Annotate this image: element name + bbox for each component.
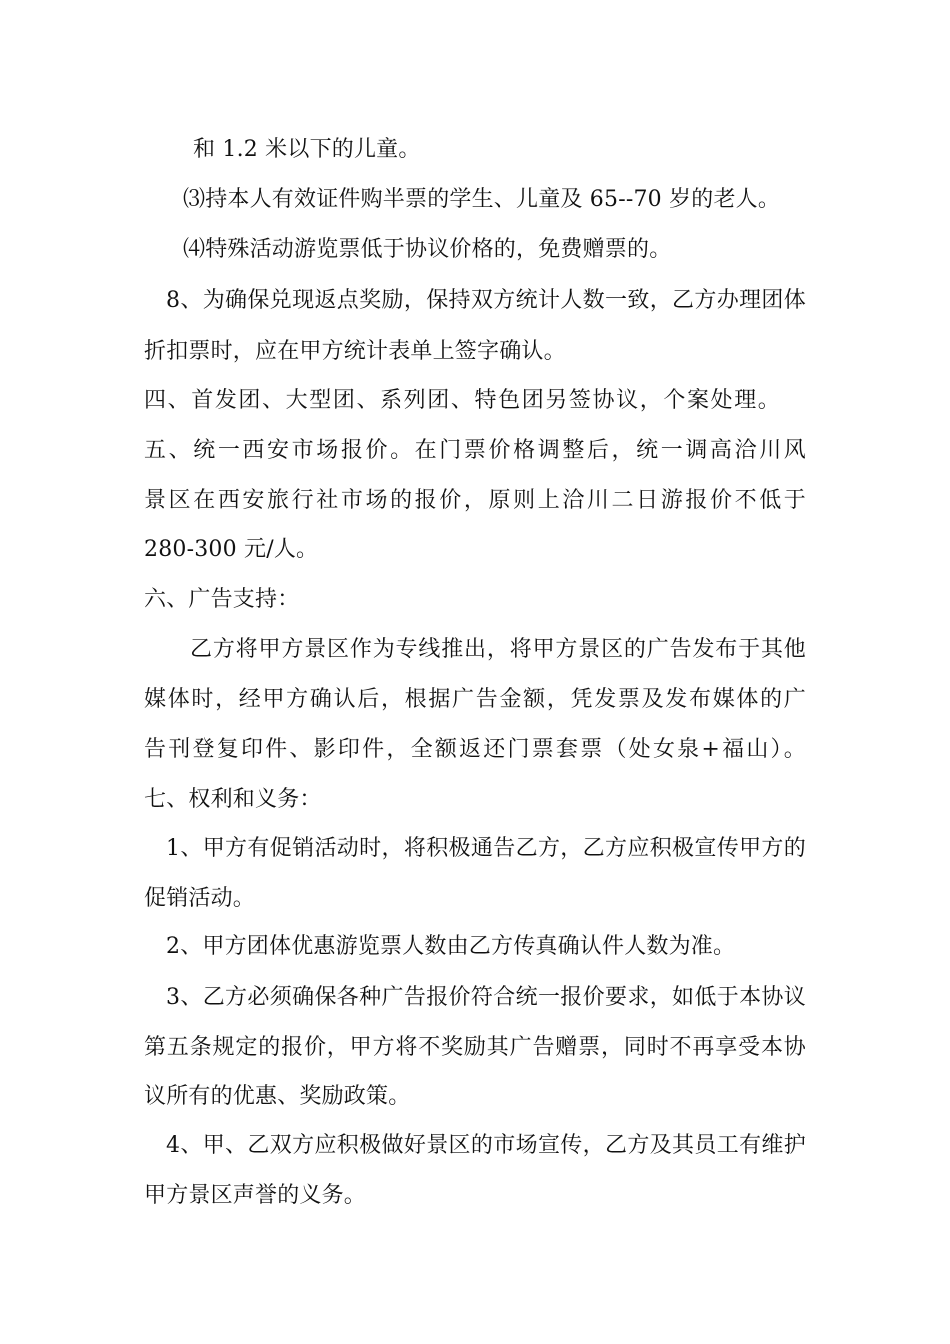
text-line-6: 四、首发团、大型团、系列团、特色团另签协议，个案处理。 (144, 388, 780, 413)
text-line-7: 五、统一西安市场报价。在门票价格调整后，统一调高洽川风 (144, 438, 806, 463)
text-line-17: 2、甲方团体优惠游览票人数由乙方传真确认件人数为准。 (166, 934, 736, 959)
text-line-20: 议所有的优惠、奖励政策。 (144, 1084, 411, 1109)
text-line-1: 和 1.2 米以下的儿童。 (193, 137, 421, 162)
text-line-11: 乙方将甲方景区作为专线推出，将甲方景区的广告发布于其他 (190, 637, 806, 662)
text-line-19: 第五条规定的报价，甲方将不奖励其广告赠票，同时不再享受本协 (144, 1035, 806, 1060)
text-line-4: 8、为确保兑现返点奖励，保持双方统计人数一致，乙方办理团体 (166, 288, 806, 313)
text-line-15: 1、甲方有促销活动时，将积极通告乙方，乙方应积极宣传甲方的 (166, 836, 806, 861)
text-line-21: 4、甲、乙双方应积极做好景区的市场宣传，乙方及其员工有维护 (166, 1133, 806, 1158)
text-line-14: 七、权利和义务： (144, 787, 322, 812)
text-line-22: 甲方景区声誉的义务。 (144, 1183, 367, 1208)
text-line-13: 告刊登复印件、影印件，全额返还门票套票（处女泉+福山）。 (144, 737, 806, 762)
text-line-16: 促销活动。 (144, 886, 256, 911)
text-line-8: 景区在西安旅行社市场的报价，原则上洽川二日游报价不低于 (144, 488, 806, 513)
text-line-18: 3、乙方必须确保各种广告报价符合统一报价要求，如低于本协议 (166, 985, 806, 1010)
text-line-3: ⑷特殊活动游览票低于协议价格的，免费赠票的。 (183, 237, 672, 262)
text-line-5: 折扣票时，应在甲方统计表单上签字确认。 (144, 339, 566, 364)
text-line-10: 六、广告支持： (144, 587, 300, 612)
text-line-9: 280-300 元/人。 (144, 537, 319, 562)
text-line-2: ⑶持本人有效证件购半票的学生、儿童及 65--70 岁的老人。 (183, 187, 781, 212)
text-line-12: 媒体时，经甲方确认后，根据广告金额，凭发票及发布媒体的广 (144, 687, 806, 712)
